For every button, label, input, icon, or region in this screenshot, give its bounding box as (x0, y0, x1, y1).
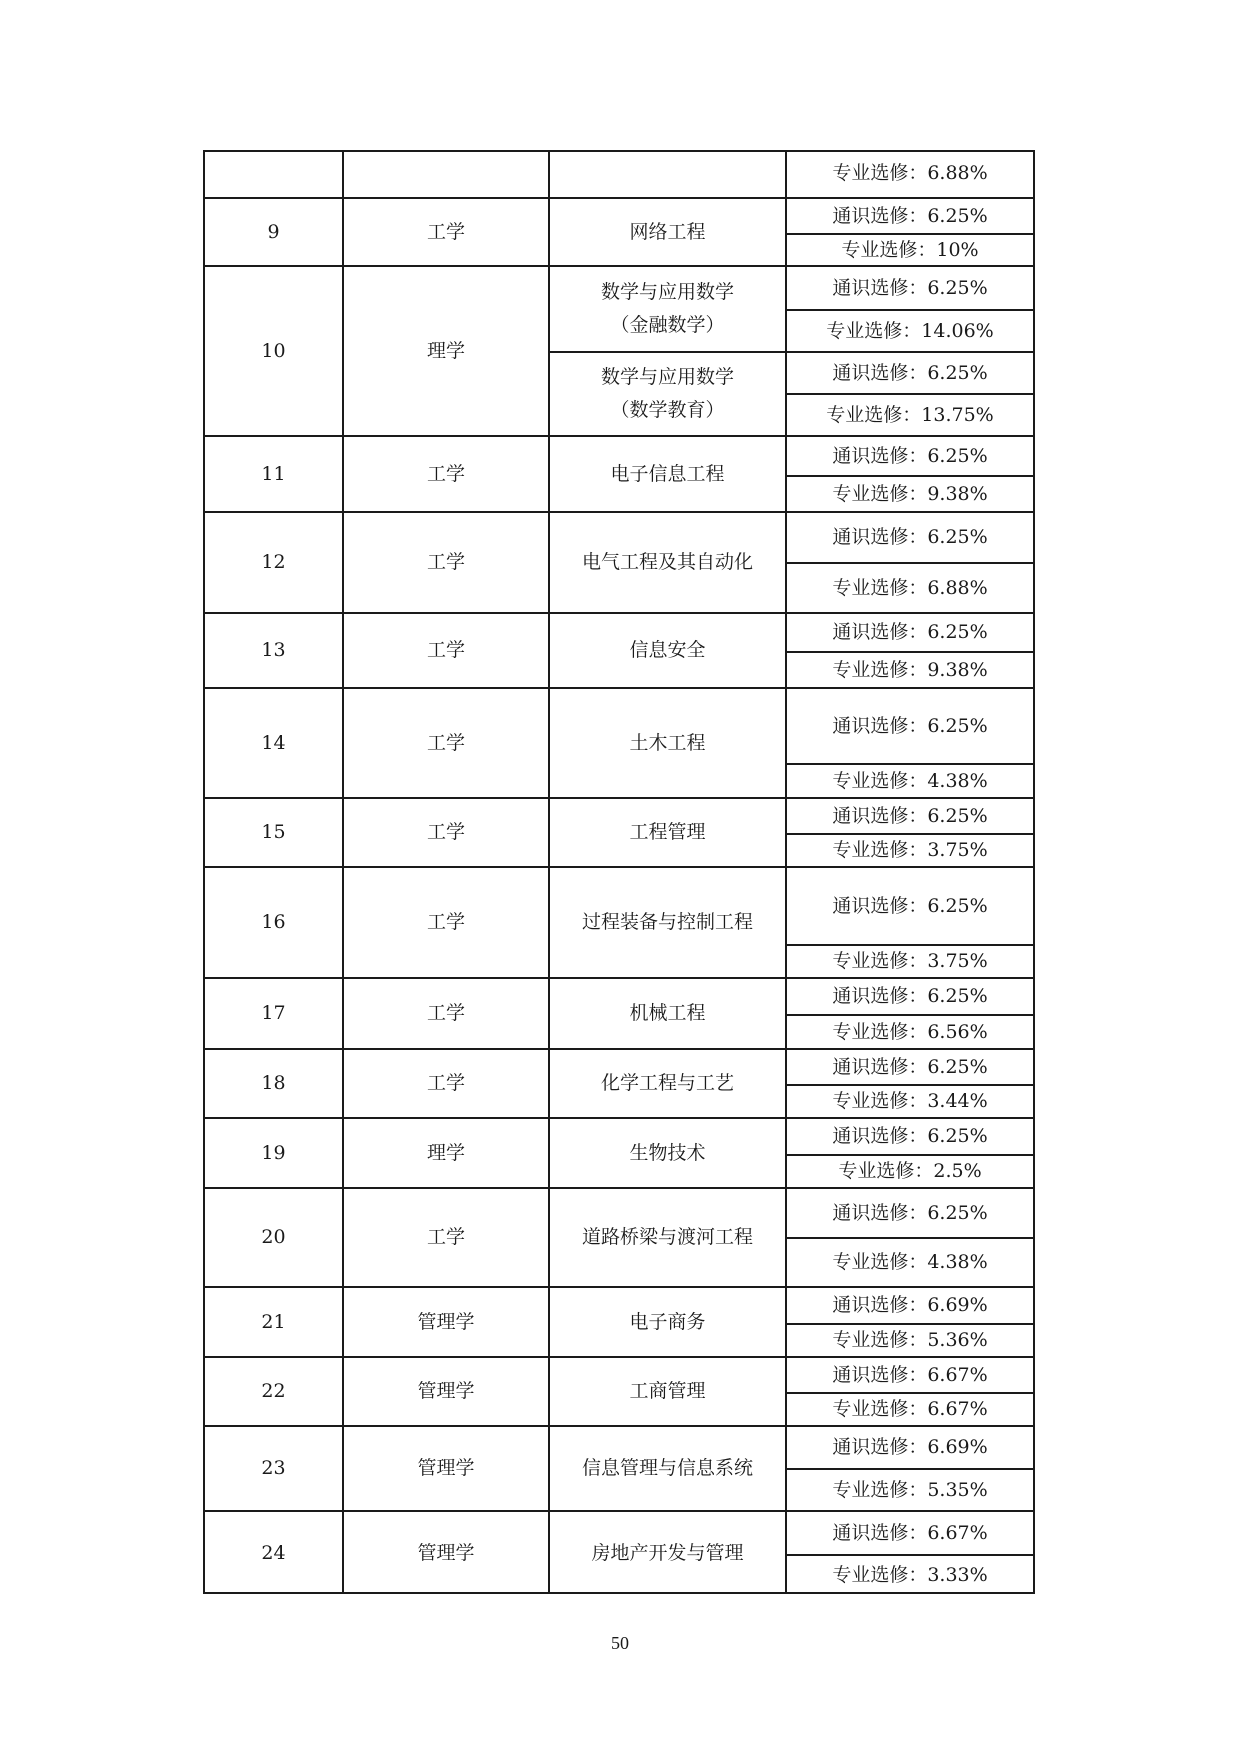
category-cell: 工学 (344, 614, 550, 687)
category-cell: 管理学 (344, 1512, 550, 1594)
row-number-cell: 22 (205, 1358, 344, 1425)
ratio-cell (787, 979, 1033, 1048)
ratio-cell (787, 1512, 1033, 1594)
table-row (205, 435, 1033, 511)
ratio-general: 通识选修：6.25% (787, 351, 1033, 393)
ratio-specialty: 专业选修：6.56% (787, 1014, 1033, 1048)
row-number-cell: 9 (205, 199, 344, 265)
major-name: 生物技术 (629, 1141, 706, 1164)
ratio-specialty: 专业选修：5.36% (787, 1323, 1033, 1356)
major-cell (550, 437, 787, 511)
major-sub-education (550, 351, 785, 435)
ratio-specialty: 专业选修：3.44% (787, 1084, 1033, 1117)
ratio-general: 通识选修：6.25% (832, 204, 988, 227)
ratio-specialty: 专业选修：2.5% (787, 1154, 1033, 1187)
major-name: 机械工程 (629, 1002, 706, 1024)
ratio-cell (787, 799, 1033, 866)
ratio-general: 通识选修：6.25% (832, 1125, 988, 1147)
ratio-specialty: 专业选修：3.33% (787, 1554, 1033, 1594)
ratio-general: 通识选修：6.69% (832, 1436, 988, 1458)
ratio-general: 通识选修：6.69% (832, 1294, 988, 1316)
category-cell: 管理学 (344, 1427, 550, 1510)
category-cell: 工学 (344, 689, 550, 797)
row-number-cell: 23 (205, 1427, 344, 1510)
major-cell (550, 689, 787, 797)
category-cell: 工学 (344, 437, 550, 511)
major-cell (550, 1427, 787, 1510)
row-number-cell: 14 (205, 689, 344, 797)
table-row (205, 612, 1033, 687)
category-cell: 工学 (344, 799, 550, 866)
major-name: 工程管理 (629, 821, 706, 843)
major-cell (550, 1050, 787, 1117)
table-row (205, 1425, 1033, 1510)
ratio-specialty: 专业选修：10% (787, 233, 1033, 265)
row-number-cell: 11 (205, 437, 344, 511)
major-name: 过程装备与控制工程 (581, 911, 753, 933)
table-row (205, 1286, 1033, 1356)
ratio-specialty: 专业选修：9.38% (787, 475, 1033, 511)
major-name: 道路桥梁与渡河工程 (581, 1226, 753, 1248)
ratio-specialty: 专业选修：3.75% (787, 833, 1033, 866)
table-row (205, 511, 1033, 612)
ratio-specialty: 专业选修：5.35% (787, 1468, 1033, 1510)
major-direction: （金融数学） (610, 314, 725, 336)
row-number-cell: 12 (205, 513, 344, 612)
major-name: 信息安全 (629, 639, 706, 661)
ratio-general: 通识选修：6.25% (832, 444, 988, 467)
major-name: 数学与应用数学 (600, 366, 734, 388)
ratio-general: 通识选修：6.25% (832, 1055, 988, 1078)
ratio-general: 通识选修：6.67% (832, 1521, 988, 1544)
row-number-cell: 18 (205, 1050, 344, 1117)
ratio-general: 通识选修：6.67% (832, 1363, 988, 1386)
table-row (205, 1510, 1033, 1594)
table-row-continued (205, 152, 1033, 197)
category-cell: 管理学 (344, 1358, 550, 1425)
table-row (205, 1187, 1033, 1286)
major-name: 网络工程 (629, 220, 706, 243)
major-cell (550, 979, 787, 1048)
major-cell (550, 513, 787, 612)
ratio-specialty: 专业选修：4.38% (787, 763, 1033, 797)
row-number-cell: 24 (205, 1512, 344, 1594)
ratio-general: 通识选修：6.25% (832, 894, 988, 917)
table-row (205, 977, 1033, 1048)
row-number-cell: 16 (205, 868, 344, 977)
ratio-specialty: 专业选修：6.88% (832, 162, 988, 184)
major-cell (550, 1288, 787, 1356)
ratio-general: 通识选修：6.25% (832, 526, 988, 548)
table-row (205, 797, 1033, 866)
major-name: 电气工程及其自动化 (581, 551, 753, 573)
ratio-specialty: 专业选修：6.67% (787, 1392, 1033, 1425)
ratio-general: 通识选修：6.25% (832, 714, 988, 737)
major-cell (550, 1358, 787, 1425)
table-row (205, 1356, 1033, 1425)
major-name: 房地产开发与管理 (591, 1541, 744, 1564)
table-row (205, 687, 1033, 797)
ratio-cell (787, 1050, 1033, 1117)
ratio-cell (787, 267, 1033, 435)
ratio-specialty: 专业选修：3.75% (787, 944, 1033, 977)
major-cell (550, 868, 787, 977)
category-cell: 理学 (344, 267, 550, 435)
row-number-cell: 10 (205, 267, 344, 435)
table-row (205, 1048, 1033, 1117)
elective-ratio-table (203, 150, 1035, 1594)
major-cell (550, 1512, 787, 1594)
row-number-cell: 19 (205, 1119, 344, 1187)
ratio-general: 通识选修：6.25% (832, 1201, 988, 1224)
major-name: 数学与应用数学 (600, 281, 734, 303)
major-name: 土木工程 (629, 731, 706, 754)
major-cell (550, 1189, 787, 1286)
major-cell (550, 799, 787, 866)
ratio-general: 通识选修：6.25% (832, 621, 988, 643)
ratio-cell (787, 614, 1033, 687)
ratio-general: 通识选修：6.25% (832, 276, 988, 299)
row-number-cell: 15 (205, 799, 344, 866)
major-cell (550, 614, 787, 687)
ratio-specialty: 专业选修：9.38% (787, 651, 1033, 687)
major-name: 工商管理 (629, 1380, 706, 1402)
category-cell: 工学 (344, 868, 550, 977)
category-cell: 工学 (344, 979, 550, 1048)
major-name: 电子商务 (629, 1310, 706, 1333)
ratio-specialty: 专业选修：6.88% (787, 562, 1033, 612)
ratio-general: 通识选修：6.25% (832, 985, 988, 1007)
category-cell: 理学 (344, 1119, 550, 1187)
page-number: 50 (611, 1633, 629, 1653)
table-row (205, 866, 1033, 977)
table-row (205, 197, 1033, 265)
major-direction: （数学教育） (610, 399, 725, 421)
ratio-cell (787, 152, 1033, 197)
ratio-cell (787, 1358, 1033, 1425)
ratio-cell (787, 1288, 1033, 1356)
ratio-cell (787, 1427, 1033, 1510)
major-name: 信息管理与信息系统 (581, 1457, 753, 1479)
ratio-cell (787, 868, 1033, 977)
table-row (205, 1117, 1033, 1187)
ratio-cell (787, 513, 1033, 612)
row-number-cell: 20 (205, 1189, 344, 1286)
row-number-cell: 13 (205, 614, 344, 687)
major-cell (550, 152, 787, 197)
category-cell: 工学 (344, 513, 550, 612)
ratio-cell (787, 1119, 1033, 1187)
row-number-cell: 21 (205, 1288, 344, 1356)
major-sub-finance (550, 267, 785, 351)
major-cell (550, 267, 787, 435)
category-cell: 工学 (344, 199, 550, 265)
category-cell: 工学 (344, 1189, 550, 1286)
row-number-cell: 17 (205, 979, 344, 1048)
category-cell (344, 152, 550, 197)
ratio-cell (787, 437, 1033, 511)
ratio-specialty: 专业选修：4.38% (787, 1237, 1033, 1286)
table-row (205, 265, 1033, 435)
major-cell (550, 199, 787, 265)
category-cell: 管理学 (344, 1288, 550, 1356)
major-name: 电子信息工程 (610, 462, 725, 485)
ratio-cell (787, 199, 1033, 265)
major-name: 化学工程与工艺 (600, 1072, 734, 1094)
category-cell: 工学 (344, 1050, 550, 1117)
row-number-cell (205, 152, 344, 197)
major-cell (550, 1119, 787, 1187)
ratio-specialty: 专业选修：14.06% (787, 309, 1033, 351)
ratio-cell (787, 1189, 1033, 1286)
ratio-specialty: 专业选修：13.75% (787, 393, 1033, 435)
ratio-cell (787, 689, 1033, 797)
ratio-general: 通识选修：6.25% (832, 804, 988, 827)
